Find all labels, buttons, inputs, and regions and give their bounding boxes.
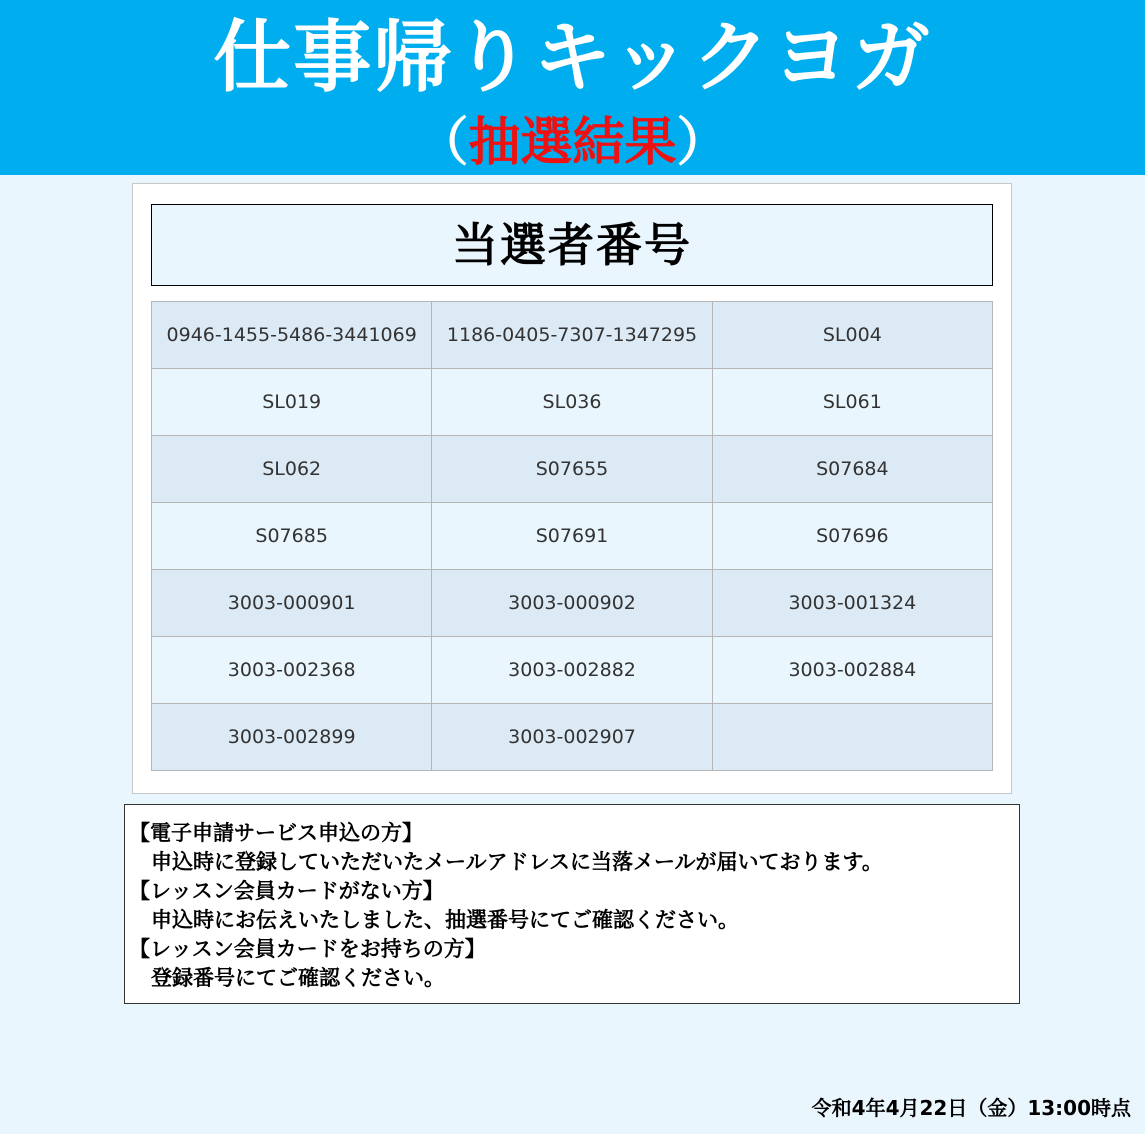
table-cell: 1186-0405-7307-1347295 xyxy=(432,302,712,369)
notice-heading-electronic: 【電子申請サービス申込の方】 xyxy=(129,821,423,845)
notice-heading-card-holder: 【レッスン会員カードをお持ちの方】 xyxy=(129,937,486,961)
table-cell: 3003-001324 xyxy=(712,570,992,637)
table-row xyxy=(152,570,993,637)
notice-text-card-holder: 登録番号にてご確認ください。 xyxy=(151,966,445,990)
table-cell: 3003-000901 xyxy=(152,570,432,637)
table-cell: S07691 xyxy=(432,503,712,570)
table-cell: 3003-000902 xyxy=(432,570,712,637)
table-cell: 3003-002907 xyxy=(432,704,712,771)
table-cell: SL036 xyxy=(432,369,712,436)
subtitle-lottery-results: 抽選結果 xyxy=(468,113,677,173)
table-cell: 0946-1455-5486-3441069 xyxy=(152,302,432,369)
table-cell: 3003-002884 xyxy=(712,637,992,704)
table-cell-empty xyxy=(712,704,992,771)
table-row xyxy=(152,436,993,503)
table-cell: 3003-002882 xyxy=(432,637,712,704)
table-cell: 3003-002368 xyxy=(152,637,432,704)
page-title: 仕事帰りキックヨガ xyxy=(213,13,932,103)
table-cell: 3003-002899 xyxy=(152,704,432,771)
table-cell: SL004 xyxy=(712,302,992,369)
table-cell: SL062 xyxy=(152,436,432,503)
table-cell: S07685 xyxy=(152,503,432,570)
table-cell: S07684 xyxy=(712,436,992,503)
table-cell: SL061 xyxy=(712,369,992,436)
subtitle-close-paren: ） xyxy=(676,113,729,173)
notice-text-electronic: 申込時に登録していただいたメールアドレスに当落メールが届いております。 xyxy=(151,850,883,874)
page-subtitle xyxy=(0,110,1145,176)
table-cell: S07696 xyxy=(712,503,992,570)
winners-heading: 当選者番号 xyxy=(151,204,993,286)
header-banner xyxy=(0,0,1145,175)
table-row xyxy=(152,369,993,436)
notice-box xyxy=(124,804,1020,1004)
table-row xyxy=(152,302,993,369)
table-cell: SL019 xyxy=(152,369,432,436)
table-cell: S07655 xyxy=(432,436,712,503)
table-row xyxy=(152,503,993,570)
table-row xyxy=(152,637,993,704)
winners-table xyxy=(151,301,993,771)
as-of-date: 令和4年4月22日（金）13:00時点 xyxy=(811,1096,1131,1120)
notice-heading-no-card: 【レッスン会員カードがない方】 xyxy=(129,879,444,903)
subtitle-open-paren: （ xyxy=(416,113,469,173)
table-row xyxy=(152,704,993,771)
notice-text-no-card: 申込時にお伝えいたしました、抽選番号にてご確認ください。 xyxy=(151,908,739,932)
